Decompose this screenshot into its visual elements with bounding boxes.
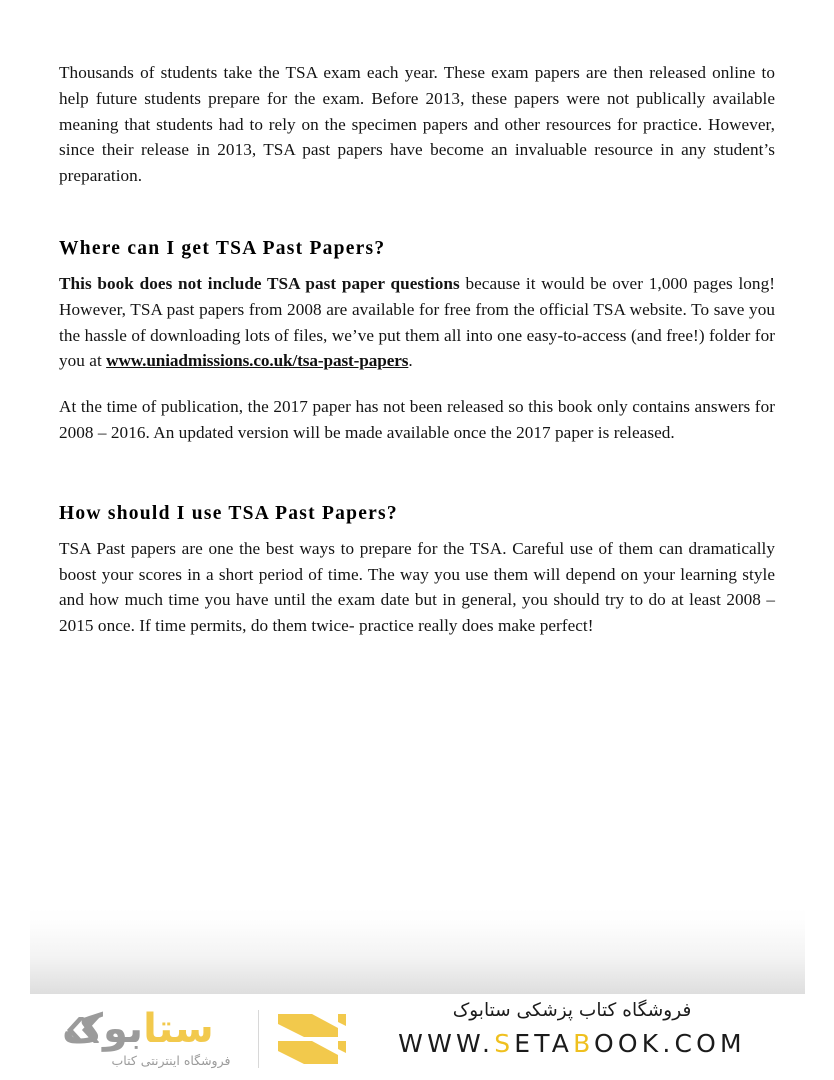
logo-wordmark-gray-segment: بوک: [62, 1006, 144, 1052]
url-part-eta: ETA: [514, 1029, 574, 1058]
spacer: [59, 261, 775, 271]
spacer: [59, 526, 775, 536]
section-one-second-paragraph: At the time of publication, the 2017 paper has not been released so this book only contains answers for 2008 – 2016. An updated version will be made available once the 2017 paper is released.: [59, 397, 775, 442]
section-one-paragraph: [59, 271, 775, 374]
intro-paragraph: Thousands of students take the TSA exam each year. These exam papers are then released online to help future students prepare for the exam. Before 2013, these papers were not publically available meaning that students had to rely on the specimen papers and other resources for practice. However, since their release in 2013, TSA past papers have become an invaluable resource in any student’s preparation.: [59, 63, 775, 186]
document-content: [59, 60, 775, 639]
footer-brand-text: [362, 998, 782, 1059]
url-letter-s: S: [494, 1029, 515, 1058]
logo-tagline: فروشگاه اینترنتی کتاب: [111, 1053, 231, 1068]
setabook-chevron-mark-icon: [276, 1012, 348, 1066]
url-suffix: .: [408, 351, 413, 371]
spacer: [59, 189, 775, 237]
footer-branding: [0, 994, 834, 1080]
section-heading-where-can-i-get: Where can I get TSA Past Papers?: [59, 237, 386, 259]
footer-persian-title: فروشگاه کتاب پزشکی ستابوک: [452, 1000, 692, 1021]
spacer: [59, 446, 775, 502]
url-part-www: WWW.: [398, 1029, 495, 1058]
logo-divider: [258, 1010, 259, 1068]
tsa-past-papers-link[interactable]: www.uniadmissions.co.uk/tsa-past-papers: [106, 351, 409, 371]
double-chevron-left-icon: [66, 1017, 100, 1043]
logo-wordmark: [62, 1001, 262, 1073]
url-part-ook-com: OOK.COM: [594, 1029, 746, 1058]
section-heading-how-should-i-use: How should I use TSA Past Papers?: [59, 502, 398, 524]
spacer: [59, 374, 775, 394]
logo-wordmark-gold-segment: ستا: [143, 1006, 214, 1052]
url-letter-b: B: [573, 1029, 595, 1058]
setabook-logo: [62, 1000, 362, 1074]
section-two-paragraph: TSA Past papers are one the best ways to prepare for the TSA. Careful use of them can dramatically boost your scores in a short period of time. The way you use them will depend on your learning style and how much time you have until the exam date but in general, you should try to do at least 2008 – 2015 once. If time permits, do them twice- practice really does make perfect!: [59, 538, 775, 636]
footer-website-url[interactable]: [362, 1029, 782, 1059]
bold-lead-text: This book does not include TSA past paper questions: [59, 273, 460, 293]
section-one-body-text: because it would be over 1,000 pages long! However, TSA past papers from 2008 are available for free from the official TSA website. To save you the hassle of downloading lots of files, we’ve put them all into one easy-to-access (and free!) folder for you at: [59, 273, 775, 371]
footer-gradient-band: [30, 908, 805, 994]
